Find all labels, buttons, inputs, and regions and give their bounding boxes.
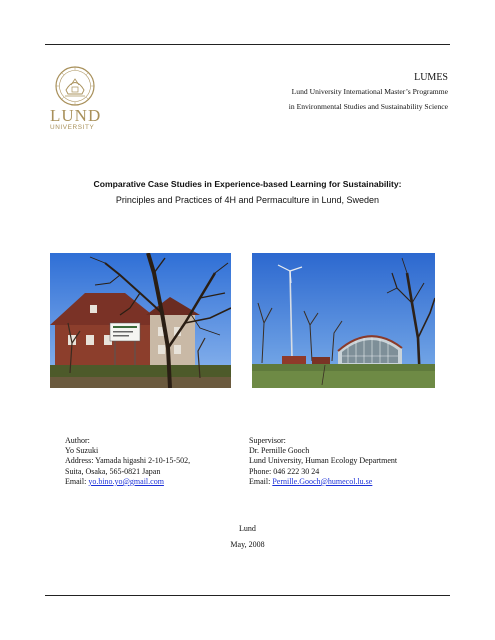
document-title: Comparative Case Studies in Experience-based Learning for Sustainability: xyxy=(93,179,402,189)
supervisor-phone: Phone: 046 222 30 24 xyxy=(249,466,320,476)
author-name: Yo Suzuki xyxy=(65,446,99,456)
author-heading: Author: xyxy=(65,436,90,445)
farmhouse-photo xyxy=(50,253,231,388)
top-rule xyxy=(45,44,450,45)
university-seal-icon xyxy=(55,66,95,106)
author-address: Address: Yamada higashi 2-10-15-502, xyxy=(65,456,191,466)
date: May, 2008 xyxy=(230,540,265,549)
supervisor-email-label: Email: xyxy=(249,476,273,486)
logo-wordmark: LUND xyxy=(50,106,102,125)
supervisor-block xyxy=(249,436,449,487)
author-email-label: Email: xyxy=(65,476,89,486)
place: Lund xyxy=(239,524,256,533)
author-email-line xyxy=(65,477,245,487)
author-city: Suita, Osaka, 565-0821 Japan xyxy=(65,466,161,476)
supervisor-email-link[interactable]: Pernille.Gooch@humecol.lu.se xyxy=(272,476,373,486)
bottom-rule xyxy=(45,595,450,596)
author-email-link[interactable]: yo.bino.yo@gmail.com xyxy=(88,476,164,486)
supervisor-name: Dr. Pernille Gooch xyxy=(249,446,310,456)
logo-subline: UNIVERSITY xyxy=(50,124,95,131)
document-subtitle: Principles and Practices of 4H and Permaculture in Lund, Sweden xyxy=(115,195,380,205)
supervisor-heading: Supervisor: xyxy=(249,436,286,445)
programme-name: LUMES xyxy=(414,72,448,83)
programme-line-1: Lund University International Master’s Programme xyxy=(291,87,448,96)
greenhouse-photo xyxy=(252,253,435,388)
lund-university-logo xyxy=(50,66,102,132)
author-block xyxy=(65,436,245,487)
programme-line-2: in Environmental Studies and Sustainability Science xyxy=(288,102,448,111)
supervisor-email-line xyxy=(249,477,449,487)
supervisor-affiliation: Lund University, Human Ecology Department xyxy=(249,456,398,466)
